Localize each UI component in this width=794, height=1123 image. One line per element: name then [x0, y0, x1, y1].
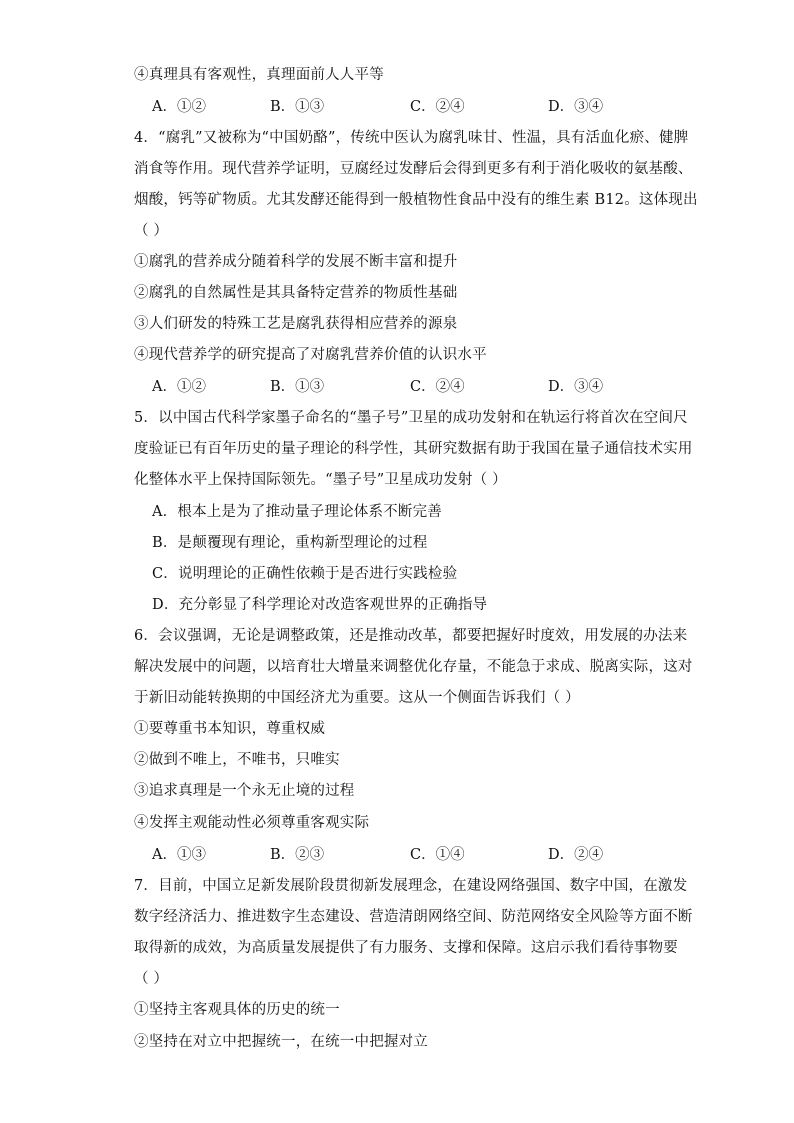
q6-option-d: D．②④	[548, 847, 604, 863]
q5-option-d: D．充分彰显了科学理论对改造客观世界的正确指导	[152, 597, 488, 613]
q4-options	[152, 377, 752, 397]
q6-option-a: A．①③	[152, 847, 206, 863]
q6-option-c: C．①④	[410, 847, 465, 863]
q4-answer-paren: （ ）	[134, 223, 169, 239]
q7-statement-2: ②坚持在对立中把握统一，在统一中把握对立	[134, 1034, 428, 1050]
q3-statement-4: ④真理具有客观性，真理面前人人平等	[134, 67, 384, 83]
q5-stem-line-1: 5．以中国古代科学家墨子命名的“墨子号”卫星的成功发射和在轨运行将首次在空间尺	[134, 410, 688, 426]
q7-statement-1: ①坚持主客观具体的历史的统一	[134, 1002, 340, 1018]
q7-answer-paren: （ ）	[134, 971, 169, 987]
q5-option-c: C．说明理论的正确性依赖于是否进行实践检验	[152, 566, 458, 582]
q3-option-c: C．②④	[410, 99, 465, 115]
q4-stem-line-1: 4．“腐乳”又被称为“中国奶酪”，传统中医认为腐乳味甘、性温，具有活血化瘀、健脾	[134, 130, 689, 146]
q6-stem-line-1: 6．会议强调，无论是调整政策，还是推动改革，都要把握好时度效，用发展的办法来	[134, 628, 688, 644]
q6-statement-2: ②做到不唯上，不唯书，只唯实	[134, 752, 340, 768]
q4-statement-2: ②腐乳的自然属性是其具备特定营养的物质性基础	[134, 285, 458, 301]
q6-statement-1: ①要尊重书本知识，尊重权威	[134, 721, 326, 737]
q5-option-b: B．是颠覆现有理论，重构新型理论的过程	[152, 535, 428, 551]
q4-stem-line-3: 烟酸，钙等矿物质。尤其发酵还能得到一般植物性食品中没有的维生素 B12。这体现出	[134, 192, 698, 208]
q7-stem-line-1: 7．目前，中国立足新发展阶段贯彻新发展理念，在建设网络强国、数字中国，在激发	[134, 878, 688, 894]
q6-stem-line-2: 解决发展中的问题，以培育壮大增量来调整优化存量，不能急于求成、脱离实际，这对	[134, 659, 693, 675]
q4-statement-1: ①腐乳的营养成分随着科学的发展不断丰富和提升	[134, 254, 458, 270]
q5-option-a: A．根本上是为了推动量子理论体系不断完善	[152, 504, 442, 520]
q4-option-b: B．①③	[270, 379, 325, 395]
q4-option-a: A．①②	[152, 379, 206, 395]
q4-option-d: D．③④	[548, 379, 604, 395]
q4-statement-4: ④现代营养学的研究提高了对腐乳营养价值的认识水平	[134, 347, 487, 363]
q5-stem-line-2: 度验证已有百年历史的量子理论的科学性，其研究数据有助于我国在量子通信技术实用	[134, 441, 693, 457]
q6-option-b: B．②③	[270, 847, 325, 863]
q3-options	[152, 97, 752, 117]
q6-stem-line-3: 于新旧动能转换期的中国经济尤为重要。这从一个侧面告诉我们（ ）	[134, 690, 580, 706]
q3-option-a: A．①②	[152, 99, 206, 115]
q3-option-b: B．①③	[270, 99, 325, 115]
q4-option-c: C．②④	[410, 379, 465, 395]
q5-stem-line-3: 化整体水平上保持国际领先。“墨子号”卫星成功发射（ ）	[134, 472, 507, 488]
q4-stem-line-2: 消食等作用。现代营养学证明，豆腐经过发酵后会得到更多有利于消化吸收的氨基酸、	[134, 161, 693, 177]
q4-statement-3: ③人们研发的特殊工艺是腐乳获得相应营养的源泉	[134, 316, 458, 332]
q6-statement-4: ④发挥主观能动性必须尊重客观实际	[134, 815, 370, 831]
q7-stem-line-2: 数字经济活力、推进数字生态建设、营造清朗网络空间、防范网络安全风险等方面不断	[134, 909, 693, 925]
q7-stem-line-3: 取得新的成效，为高质量发展提供了有力服务、支撑和保障。这启示我们看待事物要	[134, 940, 678, 956]
q3-option-d: D．③④	[548, 99, 604, 115]
q6-options	[152, 845, 752, 865]
q6-statement-3: ③追求真理是一个永无止境的过程	[134, 783, 355, 799]
